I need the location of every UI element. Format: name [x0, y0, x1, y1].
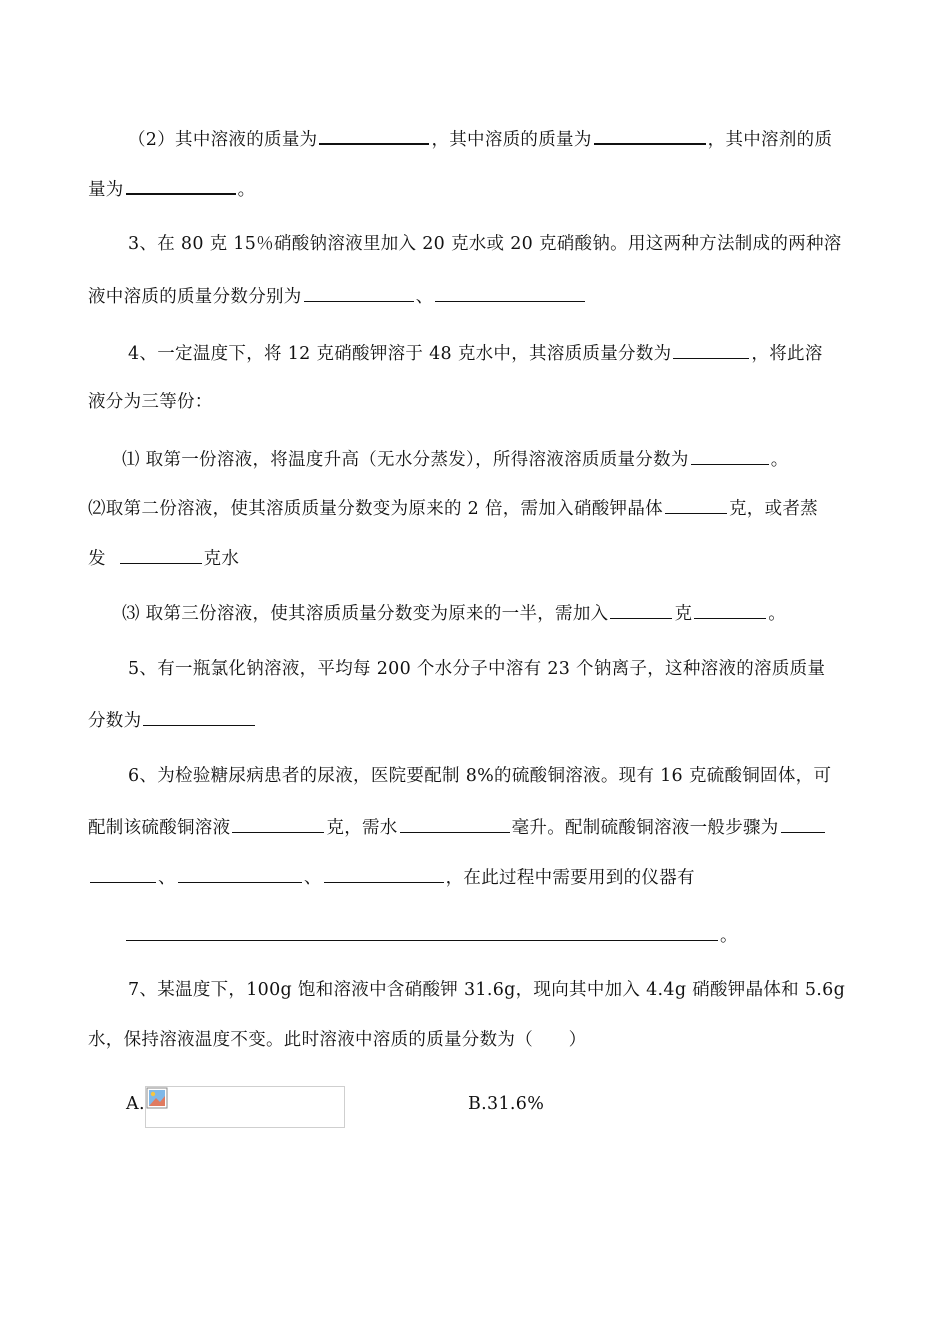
- q5-line1: [128, 657, 864, 681]
- q2-text-d: 量为: [88, 180, 124, 200]
- q7-text-2: 水，保持溶液温度不变。此时溶液中溶质的质量分数为（ ）: [88, 1030, 587, 1050]
- q4-sub1-text-b: 。: [770, 450, 789, 470]
- option-b-label: B.31.6%: [468, 1094, 545, 1114]
- option-a-image: [145, 1086, 345, 1128]
- q2-blank-1[interactable]: [319, 125, 429, 145]
- q4-sub1: [122, 446, 864, 472]
- q6-blank-4[interactable]: [178, 864, 302, 883]
- q4-sub1-text-a: ⑴ 取第一份溶液，将温度升高（无水分蒸发），所得溶液溶质质量分数为: [122, 450, 689, 470]
- q6-blank-3-cont[interactable]: [90, 864, 156, 883]
- q6-line4: [124, 922, 864, 948]
- q5-line2: [88, 707, 864, 733]
- q7-option-b[interactable]: [468, 1092, 544, 1116]
- q2-part2-line1: [128, 125, 864, 152]
- q6-blank-2[interactable]: [400, 814, 510, 833]
- q4-line2: [88, 390, 864, 414]
- q2-blank-3[interactable]: [126, 175, 236, 195]
- q6-blank-1[interactable]: [232, 814, 324, 833]
- q4-sub3-blank-2[interactable]: [694, 600, 766, 619]
- q6-sep-1: 、: [158, 868, 176, 888]
- q4-sub3-text-c: 。: [768, 604, 787, 624]
- q4-sub3: [122, 600, 864, 626]
- q2-text-b: ，其中溶质的质量为: [431, 130, 592, 150]
- q6-text-3end: ，在此过程中需要用到的仪器有: [445, 868, 695, 888]
- q4-sub2-blank-2[interactable]: [120, 545, 202, 564]
- q4-text-1b: ，将此溶: [751, 344, 823, 364]
- q3-line2: [88, 283, 864, 309]
- q4-text-1a: 4、一定温度下，将 12 克硝酸钾溶于 48 克水中，其溶质质量分数为: [128, 344, 672, 364]
- q6-blank-3[interactable]: [781, 814, 825, 833]
- q3-line1: [128, 232, 864, 256]
- q4-sub2-line1: [88, 495, 864, 521]
- q2-text-c: ，其中溶剂的质: [707, 130, 833, 150]
- q2-part2-line2: [88, 175, 864, 202]
- q7-line2: [88, 1028, 864, 1052]
- q6-blank-6[interactable]: [126, 922, 718, 941]
- q7-option-a[interactable]: [126, 1092, 145, 1116]
- q4-sub3-text-a: ⑶ 取第三份溶液，使其溶质质量分数变为原来的一半，需加入: [122, 604, 609, 624]
- q4-sub3-blank-1[interactable]: [610, 600, 672, 619]
- q2-blank-2[interactable]: [594, 125, 706, 145]
- q4-sub1-blank[interactable]: [691, 446, 769, 465]
- q5-text-2: 分数为: [88, 711, 142, 731]
- option-a-label: A.: [126, 1094, 145, 1114]
- q6-text-2a: 配制该硫酸铜溶液: [88, 818, 231, 838]
- q4-blank-1[interactable]: [673, 340, 749, 359]
- q7-text-1: 7、某温度下，100g 饱和溶液中含硝酸钾 31.6g，现向其中加入 4.4g 硝酸钾晶体和 5.6g: [128, 980, 846, 1000]
- q4-sub2-text-b: 克，或者蒸: [728, 499, 818, 519]
- q6-line1: [128, 764, 864, 788]
- q3-blank-2[interactable]: [435, 283, 585, 302]
- q6-text-4end: 。: [720, 926, 738, 946]
- q3-blank-1[interactable]: [304, 283, 414, 302]
- q4-line1: [128, 340, 864, 366]
- q3-sep: 、: [415, 287, 434, 307]
- q6-text-1: 6、为检验糖尿病患者的尿液，医院要配制 8%的硫酸铜溶液。现有 16 克硫酸铜固体，可: [128, 766, 832, 786]
- q4-text-2: 液分为三等份：: [88, 392, 213, 412]
- q6-sep-2: 、: [303, 868, 322, 888]
- q5-text-1: 5、有一瓶氯化钠溶液，平均每 200 个水分子中溶有 23 个钠离子，这种溶液的溶质质量: [128, 659, 826, 679]
- q3-text-1: 3、在 80 克 15％硝酸钠溶液里加入 20 克水或 20 克硝酸钠。用这两种方法制成的两种溶: [128, 234, 842, 254]
- q6-text-2c: 毫升。配制硫酸铜溶液一般步骤为: [511, 818, 779, 838]
- q4-sub3-text-b: 克: [674, 604, 693, 624]
- q6-blank-5[interactable]: [324, 864, 444, 883]
- q6-text-2b: 克，需水: [326, 818, 398, 838]
- q6-line2: [88, 814, 864, 840]
- q4-sub2-text-a: ⑵取第二份溶液，使其溶质质量分数变为原来的 2 倍，需加入硝酸钾晶体: [88, 499, 663, 519]
- q6-line3: [88, 864, 864, 890]
- q2-text-e: 。: [237, 180, 256, 200]
- q4-sub2-text-d: 克水: [203, 549, 240, 569]
- broken-image-icon: [146, 1087, 168, 1109]
- q4-sub2-line2: [88, 545, 864, 571]
- q4-sub2-blank-1[interactable]: [665, 495, 727, 514]
- q5-blank[interactable]: [143, 707, 255, 726]
- q2-text-a: （2）其中溶液的质量为: [128, 130, 318, 150]
- q4-sub2-text-c: 发: [88, 549, 106, 569]
- q7-line1: [128, 978, 864, 1002]
- q3-text-2: 液中溶质的质量分数分别为: [88, 287, 302, 307]
